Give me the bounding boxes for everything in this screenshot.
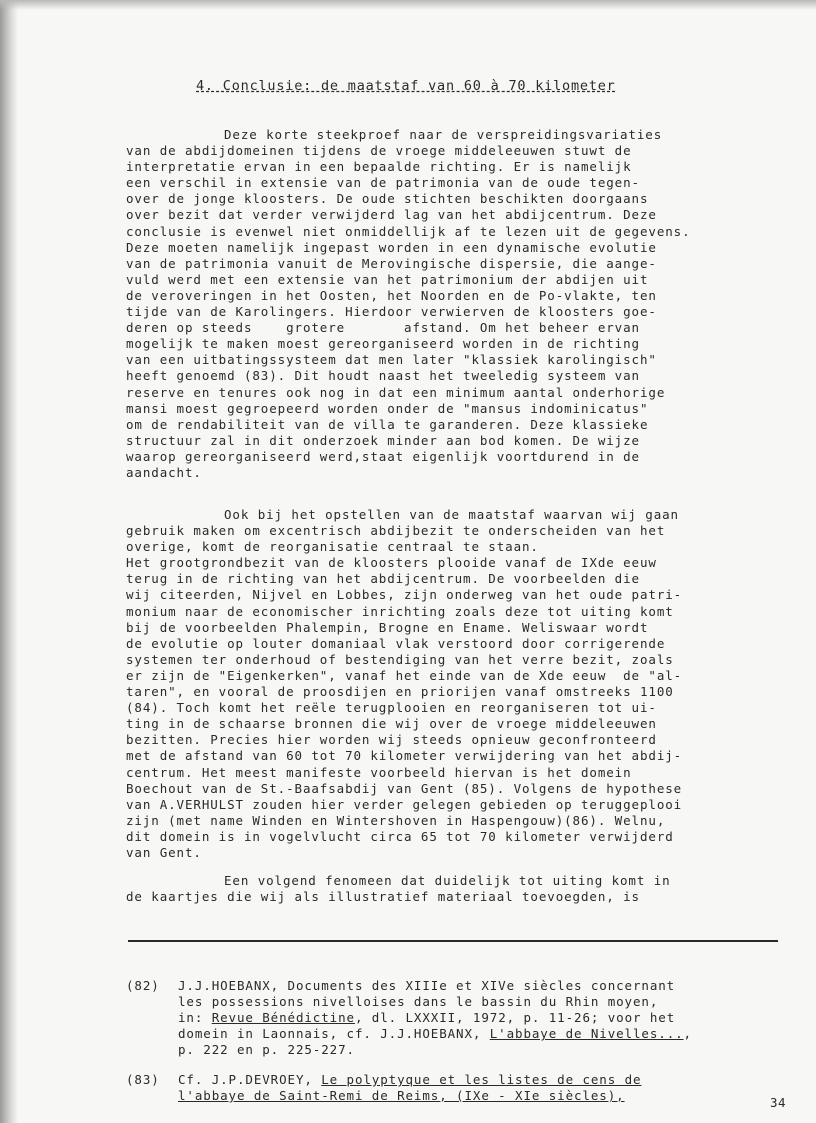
text-line: Deze moeten namelijk ingepast worden in een dynamische evolutie	[126, 239, 657, 255]
paragraph-3	[126, 873, 786, 905]
text-line: wij citeerden, Nijvel en Lobbes, zijn onderweg van het oude patri-	[126, 587, 683, 603]
text-line: van de patrimonia vanuit de Merovingische dispersie, die aange-	[126, 255, 657, 271]
text-line: de veroveringen in het Oosten, het Noorden en de Po-vlakte, ten	[126, 287, 657, 303]
footnote-number: (82)	[126, 978, 160, 993]
footnote-book-title: L'abbaye de Nivelles...	[489, 1026, 684, 1042]
text-line: Ook bij het opstellen van de maatstaf waarvan wij gaan	[224, 507, 679, 522]
text-line: ting in de schaarse bronnen die wij over de vroege middeleeuwen	[126, 716, 657, 732]
text-line: terug in de richting van het abdijcentrum. De voorbeelden die	[126, 571, 640, 587]
footnote-text: ,	[683, 1026, 692, 1042]
page-number: 34	[770, 1095, 787, 1110]
text-line: een verschil in extensie van de patrimonia van de oude tegen-	[126, 175, 640, 191]
footnote-book-title: l'abbaye de Saint-Remi de Reims, (IXe - XIe siècles),	[178, 1088, 625, 1104]
footnote-journal-title: Revue Bénédictine	[211, 1010, 355, 1026]
text-line: over bezit dat verder verwijderd lag van het abdijcentrum. Deze	[126, 207, 657, 223]
footnote-text: , dl. LXXXII, 1972, p. 11-26; voor het	[354, 1010, 676, 1026]
text-line: Het grootgrondbezit van de kloosters plooide vanaf de IXde eeuw	[126, 555, 657, 571]
text-line: Boechout van de St.-Baafsabdij van Gent (85). Volgens de hypothese	[126, 780, 683, 796]
text-line: met de afstand van 60 tot 70 kilometer verwijdering van het abdij-	[126, 748, 683, 764]
text-line: gebruik maken om excentrisch abdijbezit te onderscheiden van het	[126, 523, 666, 539]
text-line: om de rendabiliteit van de villa te garanderen. Deze klassieke	[126, 416, 649, 432]
text-line: taren", en vooral de proosdijen en priorijen vanaf omstreeks 1100	[126, 684, 674, 700]
text-line: interpretatie ervan in een bepaalde richting. Er is namelijk	[126, 159, 632, 175]
text-line: van een uitbatingssysteem dat men later "klassiek karolingisch"	[126, 352, 657, 368]
text-line: centrum. Het meest manifeste voorbeeld hiervan is het domein	[126, 764, 632, 780]
text-line: deren op steeds grotere afstand. Om het beheer ervan	[126, 320, 640, 336]
footnote-82	[126, 978, 796, 1058]
text-line: er zijn de "Eigenkerken", vanaf het einde van de Xde eeuw de "al-	[126, 667, 683, 683]
text-line: vuld werd met een extensie van het patrimonium der abdijen uit	[126, 271, 649, 287]
text-line: mogelijk te maken moest gereorganiseerd worden in de richting	[126, 336, 640, 352]
paragraph-1	[126, 127, 786, 481]
text-line: Een volgend fenomeen dat duidelijk tot uiting komt in	[224, 873, 671, 888]
text-line: van A.VERHULST zouden hier verder gelegen gebieden op teruggeplooi	[126, 796, 683, 812]
footnote-book-title: Le polyptyque et les listes de cens de	[321, 1072, 642, 1087]
text-line: de evolutie op louter domaniaal vlak verstoord door corrigerende	[126, 635, 666, 651]
footnote-divider	[128, 940, 778, 942]
text-line: mansi moest gegroepeerd worden onder de "mansus indominicatus"	[126, 400, 649, 416]
footnote-text: Cf. J.P.DEVROEY,	[178, 1072, 322, 1087]
text-line: heeft genoemd (83). Dit houdt naast het tweeledig systeem van	[126, 368, 640, 384]
text-line: overige, komt de reorganisatie centraal te staan.	[126, 539, 539, 555]
footnote-text: les possessions nivelloises dans le bassin du Rhin moyen,	[178, 994, 659, 1010]
text-line: tijde van de Karolingers. Hierdoor verwierven de kloosters goe-	[126, 304, 657, 320]
footnote-number: (83)	[126, 1072, 160, 1087]
text-line: dit domein is in vogelvlucht circa 65 tot 70 kilometer verwijderd	[126, 828, 674, 844]
footnote-text: J.J.HOEBANX, Documents des XIIIe et XIVe siècles concernant	[178, 978, 676, 993]
text-line: van de abdijdomeinen tijdens de vroege middeleeuwen stuwt de	[126, 143, 632, 159]
text-line: aandacht.	[126, 464, 202, 480]
text-line: (84). Toch komt het reële terugplooien en reorganiseren tot ui-	[126, 700, 657, 716]
footnote-text: p. 222 en p. 225-227.	[178, 1042, 355, 1058]
text-line: waarop gereorganiseerd werd,staat eigenlijk voortdurend in de	[126, 448, 640, 464]
section-heading: 4. Conclusie: de maatstaf van 60 à 70 kilometer	[196, 78, 616, 94]
text-line: Deze korte steekproef naar de verspreidingsvariaties	[224, 127, 663, 142]
text-line: de kaartjes die wij als illustratief materiaal toevoegden, is	[126, 889, 640, 905]
text-line: zijn (met name Winden en Wintershoven in Haspengouw)(86). Welnu,	[126, 812, 666, 828]
scan-edge-top	[0, 0, 816, 10]
text-line: structuur zal in dit onderzoek minder aan bod komen. De wijze	[126, 432, 640, 448]
text-line: reserve en tenures ook nog in dat een minimum aantal onderhorige	[126, 384, 666, 400]
paragraph-2	[126, 507, 786, 861]
text-line: bij de voorbeelden Phalempin, Brogne en Ename. Weliswaar wordt	[126, 619, 649, 635]
text-line: systemen ter onderhoud of bestendiging van het verre bezit, zoals	[126, 651, 674, 667]
text-line: over de jonge kloosters. De oude stichten beschikten doorgaans	[126, 191, 649, 207]
text-line: bezitten. Precies hier worden wij steeds opnieuw geconfronteerd	[126, 732, 657, 748]
text-line: conclusie is evenwel niet onmiddellijk af te lezen uit de gegevens.	[126, 223, 691, 239]
footnote-text: domein in Laonnais, cf. J.J.HOEBANX,	[178, 1026, 490, 1042]
text-line: van Gent.	[126, 844, 202, 860]
scan-edge-left	[0, 0, 18, 1123]
footnote-83	[126, 1072, 796, 1104]
footnote-text: in:	[178, 1010, 212, 1026]
text-line: monium naar de economischer inrichting zoals deze tot uiting komt	[126, 603, 674, 619]
